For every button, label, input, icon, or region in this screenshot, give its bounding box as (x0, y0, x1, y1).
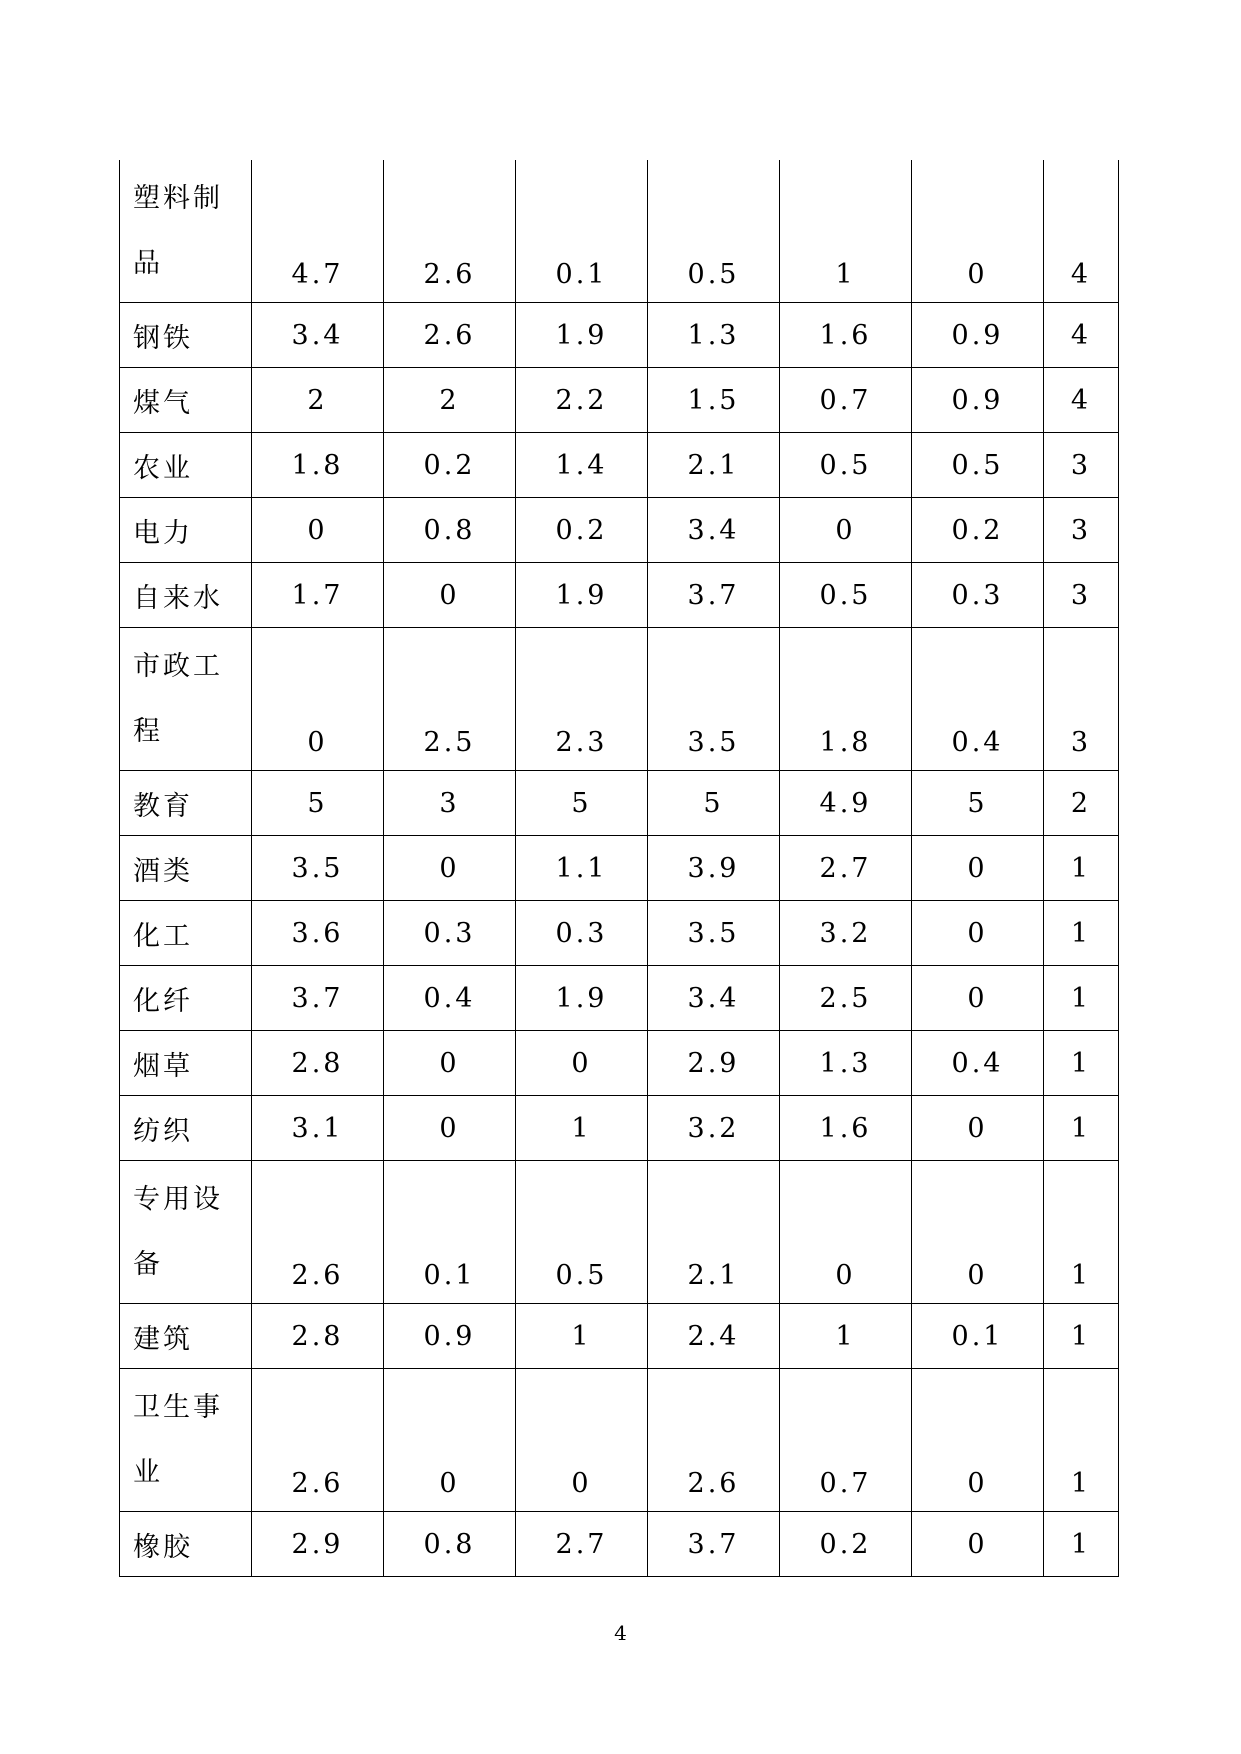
row-label-cell (120, 1161, 252, 1304)
value-cell: 1.3 (648, 303, 780, 368)
row-label-cell (120, 498, 252, 563)
value-cell: 0 (912, 901, 1044, 966)
value-cell: 3 (1044, 563, 1119, 628)
value-cell: 0 (252, 498, 384, 563)
value-cell: 1 (1044, 901, 1119, 966)
value-cell: 3.7 (252, 966, 384, 1031)
value-cell: 5 (648, 771, 780, 836)
value-cell: 0 (516, 1369, 648, 1512)
value-cell: 0 (384, 836, 516, 901)
row-label: 专用设备 (133, 1184, 223, 1280)
value-cell: 1.1 (516, 836, 648, 901)
row-label-cell (120, 368, 252, 433)
value-cell: 4.7 (252, 160, 384, 303)
value-cell: 0.5 (780, 433, 912, 498)
table-row (120, 901, 1119, 966)
value-cell: 2.4 (648, 1304, 780, 1369)
row-label-cell (120, 966, 252, 1031)
value-cell: 2.9 (648, 1031, 780, 1096)
table-row (120, 836, 1119, 901)
value-cell: 5 (912, 771, 1044, 836)
value-cell: 0 (780, 498, 912, 563)
value-cell: 0.1 (912, 1304, 1044, 1369)
value-cell: 4 (1044, 160, 1119, 303)
value-cell: 0 (912, 1369, 1044, 1512)
value-cell: 1.8 (780, 628, 912, 771)
row-label: 纺织 (133, 1115, 193, 1147)
row-label-cell (120, 771, 252, 836)
value-cell: 0.2 (912, 498, 1044, 563)
value-cell: 0 (516, 1031, 648, 1096)
row-label-cell (120, 1512, 252, 1577)
value-cell: 5 (516, 771, 648, 836)
row-label: 市政工程 (133, 651, 223, 747)
value-cell: 3.5 (648, 901, 780, 966)
value-cell: 0.1 (384, 1161, 516, 1304)
value-cell: 2.8 (252, 1031, 384, 1096)
row-label-cell (120, 303, 252, 368)
value-cell: 0.9 (912, 303, 1044, 368)
table-row (120, 966, 1119, 1031)
value-cell: 0.2 (516, 498, 648, 563)
row-label: 电力 (133, 517, 193, 549)
value-cell: 0.3 (912, 563, 1044, 628)
row-label-cell (120, 1031, 252, 1096)
row-label: 农业 (133, 452, 193, 484)
value-cell: 0.5 (912, 433, 1044, 498)
value-cell: 0.3 (384, 901, 516, 966)
value-cell: 0 (780, 1161, 912, 1304)
row-label-cell (120, 628, 252, 771)
table-row (120, 498, 1119, 563)
value-cell: 0.4 (384, 966, 516, 1031)
row-label: 酒类 (133, 855, 193, 887)
value-cell: 1 (1044, 1369, 1119, 1512)
value-cell: 0.5 (780, 563, 912, 628)
value-cell: 1.6 (780, 1096, 912, 1161)
value-cell: 0.9 (384, 1304, 516, 1369)
value-cell: 3.5 (648, 628, 780, 771)
value-cell: 1 (516, 1304, 648, 1369)
value-cell: 1.9 (516, 966, 648, 1031)
row-label-cell (120, 1304, 252, 1369)
value-cell: 0 (912, 160, 1044, 303)
value-cell: 2.6 (648, 1369, 780, 1512)
table-row (120, 303, 1119, 368)
table-body (120, 160, 1119, 1577)
value-cell: 2.1 (648, 433, 780, 498)
table-row (120, 771, 1119, 836)
value-cell: 0.2 (780, 1512, 912, 1577)
row-label: 自来水 (133, 582, 223, 614)
value-cell: 3.5 (252, 836, 384, 901)
value-cell: 3.6 (252, 901, 384, 966)
value-cell: 2.1 (648, 1161, 780, 1304)
value-cell: 3 (1044, 433, 1119, 498)
value-cell: 1 (1044, 1031, 1119, 1096)
value-cell: 2.5 (780, 966, 912, 1031)
value-cell: 1.6 (780, 303, 912, 368)
table-row (120, 1512, 1119, 1577)
value-cell: 1 (1044, 1512, 1119, 1577)
value-cell: 0.7 (780, 1369, 912, 1512)
value-cell: 1 (1044, 1304, 1119, 1369)
value-cell: 1.9 (516, 563, 648, 628)
row-label-cell (120, 1096, 252, 1161)
value-cell: 1 (1044, 1096, 1119, 1161)
value-cell: 2 (384, 368, 516, 433)
table-row (120, 1031, 1119, 1096)
value-cell: 4 (1044, 368, 1119, 433)
value-cell: 3.9 (648, 836, 780, 901)
value-cell: 1 (780, 1304, 912, 1369)
row-label: 化纤 (133, 985, 193, 1017)
value-cell: 2.2 (516, 368, 648, 433)
value-cell: 2.6 (384, 303, 516, 368)
value-cell: 2.6 (252, 1161, 384, 1304)
value-cell: 3.4 (648, 966, 780, 1031)
value-cell: 0 (384, 1096, 516, 1161)
value-cell: 0.8 (384, 1512, 516, 1577)
row-label: 橡胶 (133, 1531, 193, 1563)
value-cell: 3.2 (780, 901, 912, 966)
value-cell: 0.4 (912, 1031, 1044, 1096)
value-cell: 0.1 (516, 160, 648, 303)
table-row (120, 160, 1119, 303)
value-cell: 0 (912, 1161, 1044, 1304)
industry-score-table (119, 160, 1119, 1577)
table-row (120, 368, 1119, 433)
value-cell: 2.5 (384, 628, 516, 771)
value-cell: 0.7 (780, 368, 912, 433)
value-cell: 3 (384, 771, 516, 836)
value-cell: 2.8 (252, 1304, 384, 1369)
value-cell: 0 (912, 1096, 1044, 1161)
table-row (120, 1096, 1119, 1161)
value-cell: 3.7 (648, 1512, 780, 1577)
value-cell: 0.5 (516, 1161, 648, 1304)
value-cell: 0.8 (384, 498, 516, 563)
value-cell: 2.3 (516, 628, 648, 771)
table-row (120, 1369, 1119, 1512)
value-cell: 1.5 (648, 368, 780, 433)
value-cell: 0.3 (516, 901, 648, 966)
value-cell: 1 (1044, 1161, 1119, 1304)
value-cell: 2.7 (780, 836, 912, 901)
table-row (120, 628, 1119, 771)
row-label-cell (120, 836, 252, 901)
row-label-cell (120, 433, 252, 498)
value-cell: 1.8 (252, 433, 384, 498)
value-cell: 1.3 (780, 1031, 912, 1096)
page-number: 4 (614, 1621, 627, 1645)
value-cell: 1 (516, 1096, 648, 1161)
value-cell: 1.4 (516, 433, 648, 498)
value-cell: 0 (252, 628, 384, 771)
value-cell: 0.2 (384, 433, 516, 498)
table-row (120, 433, 1119, 498)
value-cell: 1 (1044, 966, 1119, 1031)
value-cell: 2.7 (516, 1512, 648, 1577)
row-label: 卫生事业 (133, 1392, 223, 1488)
value-cell: 1 (780, 160, 912, 303)
value-cell: 0.4 (912, 628, 1044, 771)
value-cell: 3.2 (648, 1096, 780, 1161)
value-cell: 1.7 (252, 563, 384, 628)
row-label-cell (120, 563, 252, 628)
row-label: 塑料制品 (133, 183, 223, 279)
value-cell: 3.4 (252, 303, 384, 368)
value-cell: 0 (384, 1031, 516, 1096)
value-cell: 0 (384, 563, 516, 628)
value-cell: 2 (1044, 771, 1119, 836)
value-cell: 0 (912, 966, 1044, 1031)
row-label-cell (120, 160, 252, 303)
value-cell: 3.4 (648, 498, 780, 563)
row-label-cell (120, 1369, 252, 1512)
value-cell: 5 (252, 771, 384, 836)
value-cell: 0 (384, 1369, 516, 1512)
row-label: 钢铁 (133, 322, 193, 354)
value-cell: 0 (912, 836, 1044, 901)
row-label: 煤气 (133, 387, 193, 419)
value-cell: 4 (1044, 303, 1119, 368)
value-cell: 4.9 (780, 771, 912, 836)
value-cell: 3 (1044, 498, 1119, 563)
table-row (120, 1161, 1119, 1304)
table-row (120, 1304, 1119, 1369)
value-cell: 3.7 (648, 563, 780, 628)
row-label: 建筑 (133, 1323, 193, 1355)
value-cell: 0.5 (648, 160, 780, 303)
value-cell: 3 (1044, 628, 1119, 771)
value-cell: 0.9 (912, 368, 1044, 433)
row-label: 烟草 (133, 1050, 193, 1082)
value-cell: 3.1 (252, 1096, 384, 1161)
row-label: 化工 (133, 920, 193, 952)
value-cell: 2.6 (384, 160, 516, 303)
row-label-cell (120, 901, 252, 966)
value-cell: 1.9 (516, 303, 648, 368)
value-cell: 2.6 (252, 1369, 384, 1512)
table-row (120, 563, 1119, 628)
value-cell: 2 (252, 368, 384, 433)
row-label: 教育 (133, 790, 193, 822)
value-cell: 2.9 (252, 1512, 384, 1577)
value-cell: 0 (912, 1512, 1044, 1577)
value-cell: 1 (1044, 836, 1119, 901)
